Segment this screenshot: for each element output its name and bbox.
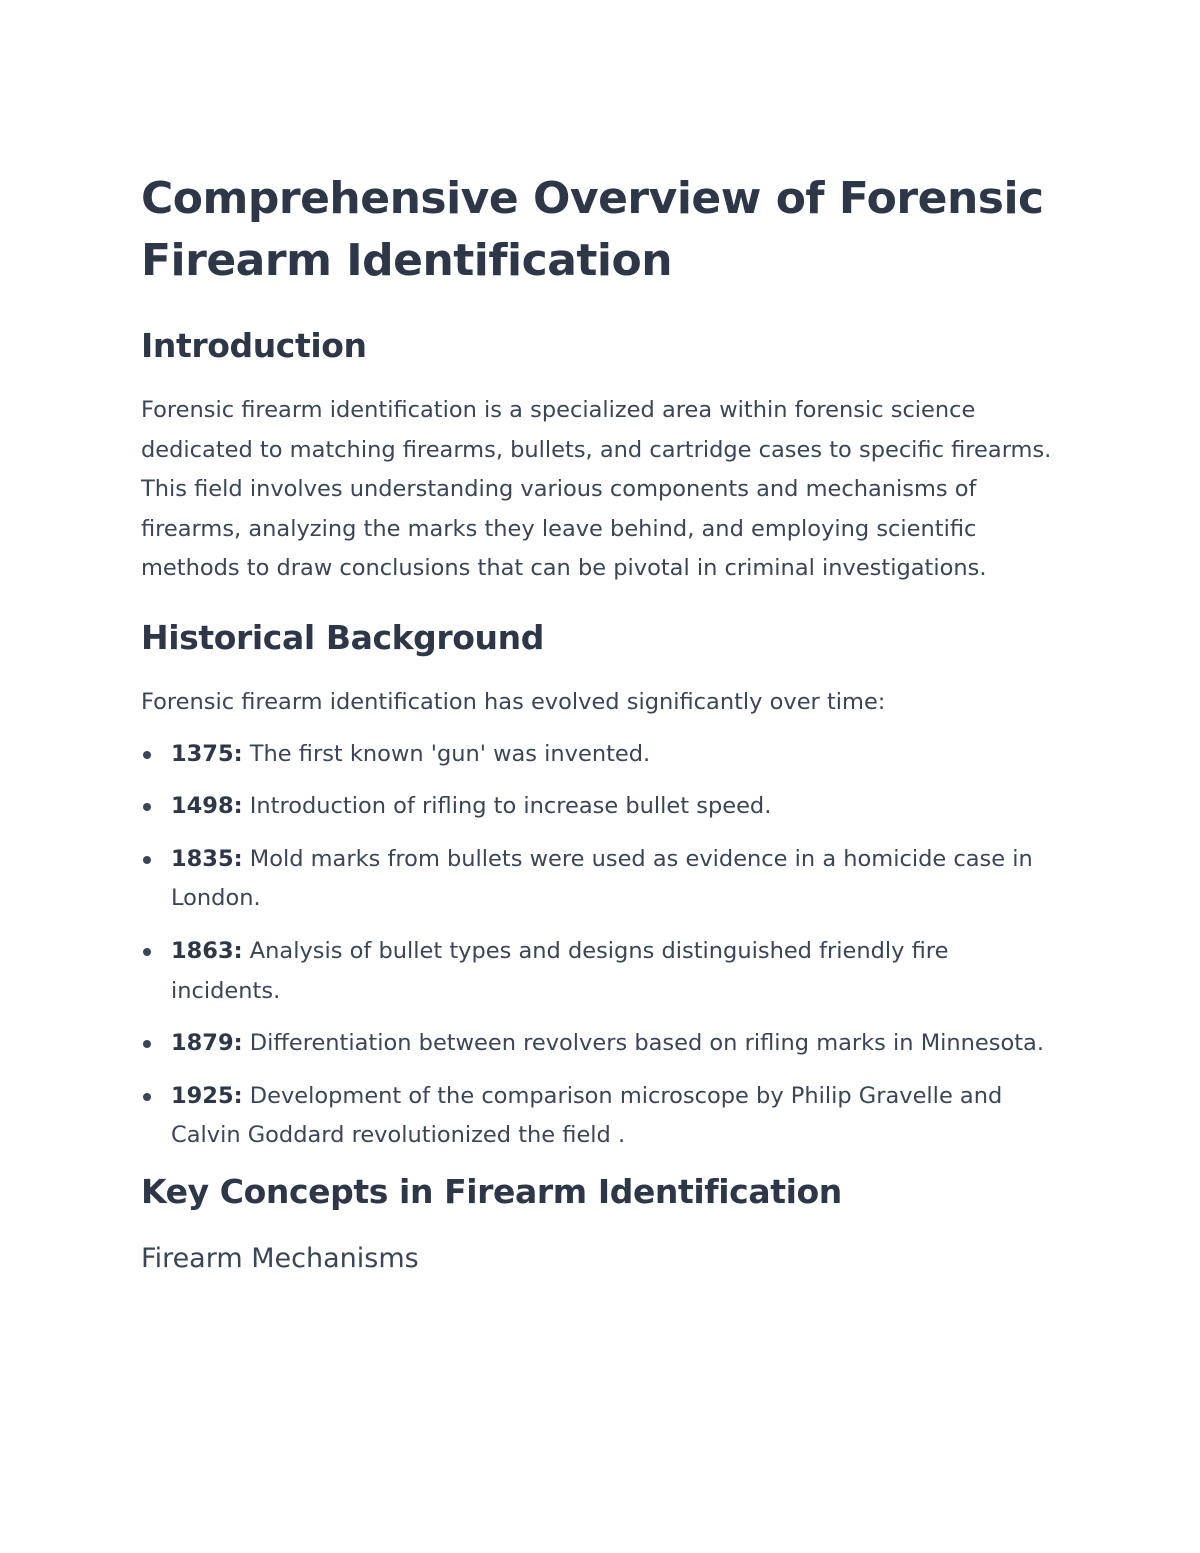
list-item — [141, 932, 1061, 1011]
list-item — [141, 840, 1061, 919]
timeline-year: 1879: — [171, 1030, 243, 1057]
timeline-year: 1835: — [171, 845, 243, 872]
list-item — [141, 1077, 1061, 1156]
subheading-firearm-mechanisms: Firearm Mechanisms — [141, 1242, 419, 1274]
bullet-dot-icon — [143, 803, 151, 811]
timeline-year: 1375: — [171, 740, 243, 767]
heading-key-concepts: Key Concepts in Firearm Identification — [141, 1171, 842, 1211]
history-lead-paragraph: Forensic firearm identification has evolved significantly over time: — [141, 688, 886, 715]
bullet-dot-icon — [143, 1093, 151, 1101]
list-item — [141, 1024, 1061, 1064]
bullet-dot-icon — [143, 856, 151, 864]
bullet-dot-icon — [143, 948, 151, 956]
bullet-dot-icon — [143, 1040, 151, 1048]
introduction-paragraph: Forensic firearm identification is a specialized area within forensic science dedicated to matching firearms, bullets, and cartridge cases to specific firearms. This field involves understanding various components and mechanisms of firearms, analyzing the marks they leave behind, and employing scientific methods to draw conclusions that can be pivotal in criminal investigations. — [141, 397, 1052, 582]
bullet-dot-icon — [143, 751, 151, 759]
timeline-text: Differentiation between revolvers based on rifling marks in Minnesota. — [242, 1030, 1045, 1057]
list-item — [141, 787, 1061, 827]
heading-historical-background: Historical Background — [141, 617, 544, 657]
document-title: Comprehensive Overview of Forensic Firearm Identification — [141, 173, 1044, 286]
timeline-text: The first known 'gun' was invented. — [242, 740, 651, 767]
timeline-text: Introduction of rifling to increase bullet speed. — [242, 793, 772, 820]
history-timeline-list — [141, 735, 1061, 1156]
timeline-text: Development of the comparison microscope by Philip Gravelle and Calvin Goddard revolutionized the field . — [171, 1082, 1003, 1149]
timeline-text: Mold marks from bullets were used as evidence in a homicide case in London. — [171, 845, 1033, 912]
timeline-text: Analysis of bullet types and designs distinguished friendly fire incidents. — [171, 937, 949, 1004]
heading-introduction: Introduction — [141, 326, 367, 365]
timeline-year: 1498: — [171, 793, 243, 820]
document-page — [141, 168, 1061, 1279]
list-item — [141, 735, 1061, 775]
timeline-year: 1863: — [171, 937, 243, 964]
timeline-year: 1925: — [171, 1082, 243, 1109]
